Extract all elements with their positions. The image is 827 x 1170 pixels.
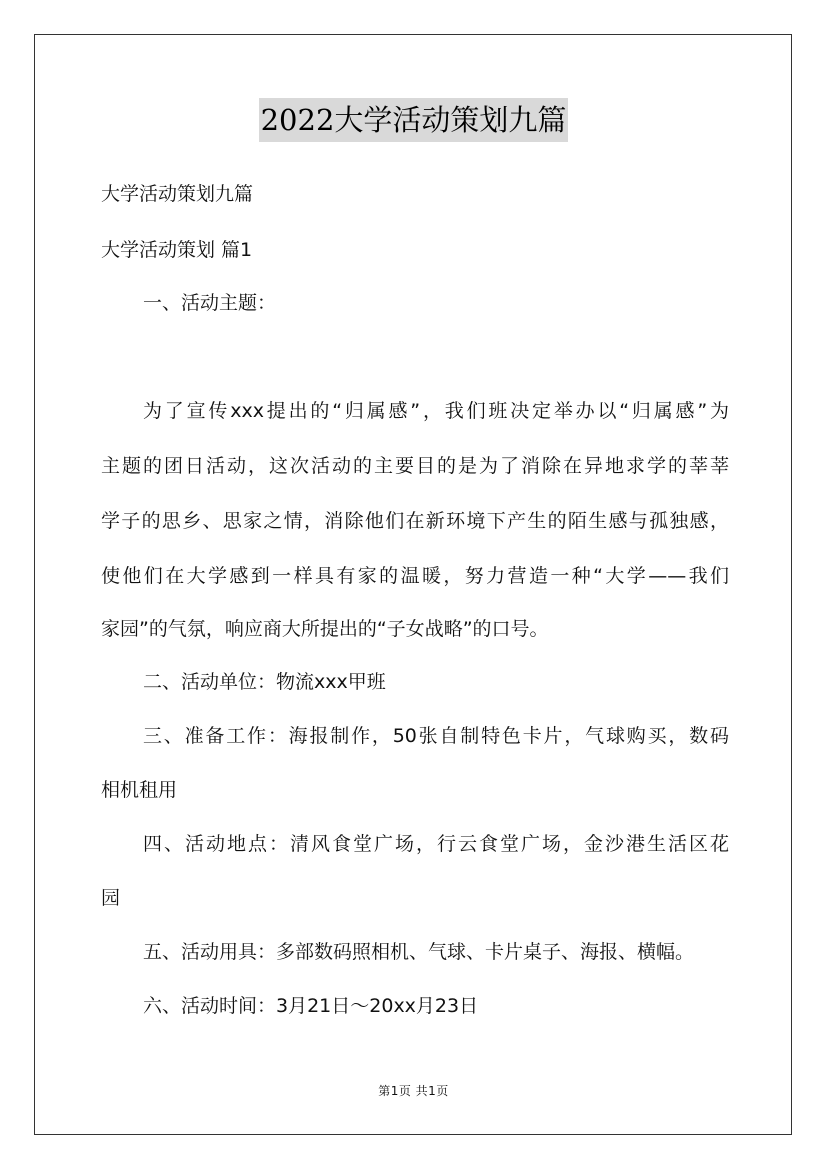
paragraph-line: 使他们在大学感到一样具有家的温暖，努力营造一种“大学——我们 bbox=[101, 565, 729, 587]
item-location-cont: 园 bbox=[101, 887, 121, 909]
paragraph-line: 学子的思乡、思家之情，消除他们在新环境下产生的陌生感与孤独感， bbox=[101, 510, 729, 532]
subtitle-line: 大学活动策划九篇 bbox=[101, 183, 254, 205]
item-preparation-cont: 相机租用 bbox=[101, 779, 178, 801]
item-location: 四、活动地点：清风食堂广场，行云食堂广场，金沙港生活区花 bbox=[143, 833, 729, 855]
item-time: 六、活动时间：3月21日～20xx月23日 bbox=[143, 995, 479, 1017]
item-preparation: 三、准备工作：海报制作，50张自制特色卡片，气球购买，数码 bbox=[143, 725, 729, 747]
page-footer: 第1页 共1页 bbox=[378, 1084, 449, 1098]
title-container bbox=[0, 98, 827, 142]
paragraph-line: 为了宣传xxx提出的“归属感”，我们班决定举办以“归属感”为 bbox=[143, 400, 729, 422]
paragraph-line: 家园”的气氛，响应商大所提出的“子女战略”的口号。 bbox=[101, 618, 549, 640]
item-unit: 二、活动单位：物流xxx甲班 bbox=[143, 671, 386, 693]
paragraph-line: 主题的团日活动，这次活动的主要目的是为了消除在异地求学的莘莘 bbox=[101, 455, 729, 477]
section-heading: 大学活动策划 篇1 bbox=[101, 239, 253, 261]
document-title: 2022大学活动策划九篇 bbox=[259, 98, 569, 142]
item-theme-label: 一、活动主题： bbox=[143, 292, 277, 314]
item-equipment: 五、活动用具：多部数码照相机、气球、卡片桌子、海报、横幅。 bbox=[143, 941, 695, 963]
